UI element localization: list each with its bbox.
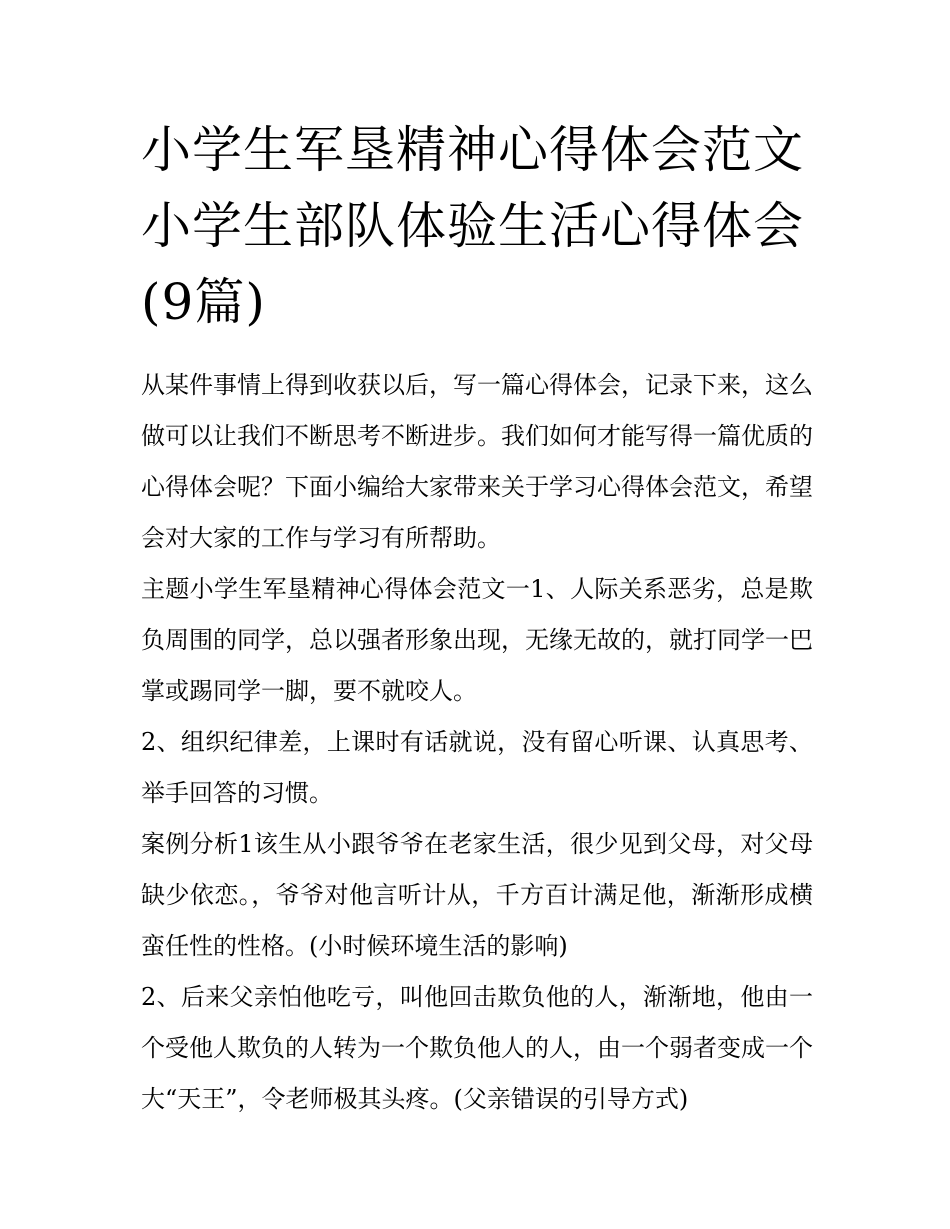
paragraph-intro: 从某件事情上得到收获以后，写一篇心得体会，记录下来，这么做可以让我们不断思考不断进步。我们如何才能写得一篇优质的心得体会呢？下面小编给大家带来关于学习心得体会范文，希望会对大家的工作与学习有所帮助。 [141, 371, 813, 552]
document-title: 小学生军垦精神心得体会范文小学生部队体验生活心得体会(9篇) [141, 121, 804, 331]
paragraph-analysis-2: 2、后来父亲怕他吃亏，叫他回击欺负他的人，渐渐地，他由一个受他人欺负的人转为一个欺负他人的人，由一个弱者变成一个大“天王”，令老师极其头疼。(父亲错误的引导方式) [141, 983, 813, 1113]
paragraph-analysis-1: 案例分析1该生从小跟爷爷在老家生活，很少见到父母，对父母缺少依恋。，爷爷对他言听计从，千方百计满足他，渐渐形成横蛮任性的性格。(小时候环境生活的影响) [141, 830, 813, 960]
paragraph-case-2: 2、组织纪律差，上课时有话就说，没有留心听课、认真思考、举手回答的习惯。 [141, 728, 813, 807]
paragraph-case-1: 主题小学生军垦精神心得体会范文一1、人际关系恶劣，总是欺负周围的同学，总以强者形象出现，无缘无故的，就打同学一巴掌或踢同学一脚，要不就咬人。 [141, 575, 813, 705]
document-page [141, 112, 813, 1125]
